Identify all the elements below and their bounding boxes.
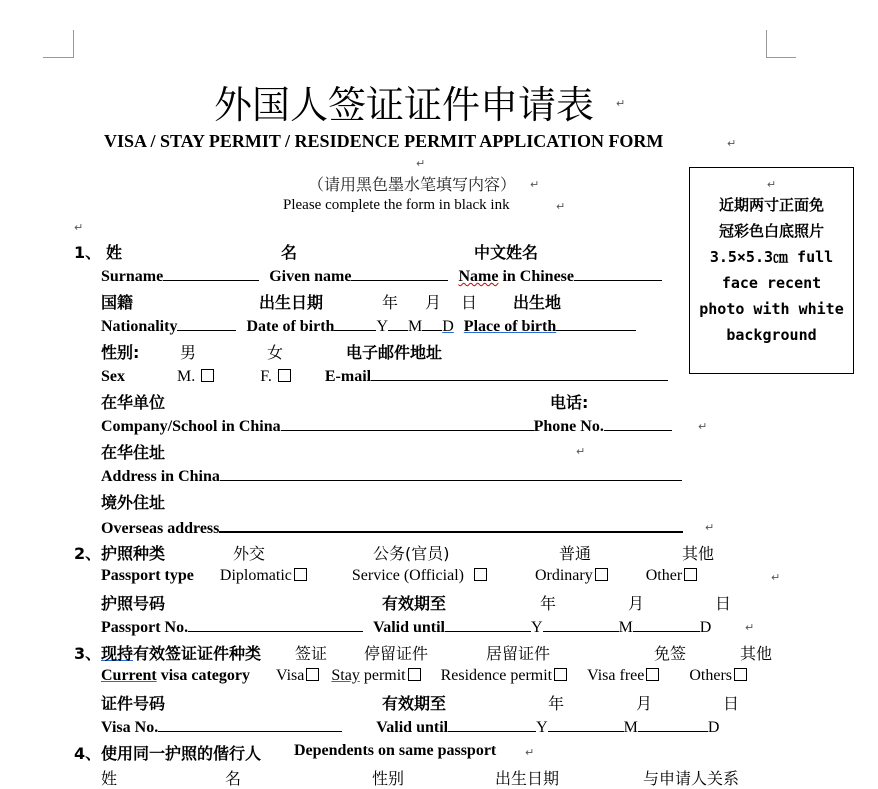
given-name-field[interactable]	[351, 266, 448, 281]
surname-label: Surname	[101, 268, 164, 285]
name-word: Name	[458, 268, 499, 285]
female-option: F.	[260, 368, 272, 385]
photo-requirement-line: background	[726, 326, 817, 344]
ordinary-label-cn: 普通	[559, 544, 592, 563]
paragraph-mark: ↵	[705, 521, 715, 534]
dob-year-field[interactable]	[334, 316, 376, 331]
residence-permit-checkbox[interactable]	[554, 668, 567, 681]
company-row	[101, 416, 672, 436]
paragraph-mark: ↵	[727, 137, 737, 150]
address-row	[101, 466, 682, 486]
sex-email-row	[101, 366, 668, 386]
photo-requirement-line: 3.5×5.3㎝ full	[709, 248, 834, 266]
day-label: D	[707, 719, 720, 736]
email-label: E-mail	[324, 368, 372, 385]
service-checkbox[interactable]	[474, 568, 487, 581]
ordinary-checkbox[interactable]	[595, 568, 608, 581]
paragraph-mark: ↵	[556, 200, 566, 213]
valid-until-label: Valid until	[373, 619, 445, 636]
valid-year-field[interactable]	[445, 617, 531, 632]
overseas-field[interactable]	[219, 517, 683, 533]
passport-type-label-cn: 护照种类	[101, 544, 166, 563]
given-name-label-cn: 名	[281, 243, 298, 262]
valid-day-field[interactable]	[638, 717, 708, 732]
visa-no-label-cn: 证件号码	[101, 694, 166, 713]
photo-requirement-line: 近期两寸正面免	[718, 196, 824, 214]
month-label: M	[408, 318, 423, 335]
passport-type-row	[101, 567, 697, 585]
section-number: 4、	[74, 744, 102, 763]
photo-requirement-line: photo with white	[699, 300, 844, 318]
month-label: M	[618, 619, 633, 636]
valid-month-field[interactable]	[548, 717, 624, 732]
paragraph-mark: ↵	[525, 746, 535, 759]
section-number: 3、	[74, 644, 102, 663]
visa-label-cn: 签证	[295, 644, 328, 663]
paragraph-mark: ↵	[745, 621, 755, 634]
visa-no-label: Visa No.	[101, 719, 159, 736]
female-label-cn: 女	[267, 343, 284, 362]
valid-until-label-cn: 有效期至	[382, 694, 447, 713]
photo-requirement-line: 冠彩色白底照片	[718, 222, 824, 240]
diplomatic-option: Diplomatic	[219, 567, 292, 584]
year-label-cn: 年	[548, 694, 565, 713]
passport-no-row	[101, 617, 711, 637]
visa-checkbox[interactable]	[306, 668, 319, 681]
dependent-relationship-header: 与申请人关系	[643, 769, 740, 788]
year-label: Y	[376, 318, 388, 335]
form-subtitle: VISA / STAY PERMIT / RESIDENCE PERMIT APPLICATION FORM	[104, 131, 664, 151]
month-label: M	[623, 719, 638, 736]
others-option: Others	[689, 667, 733, 684]
visa-free-option: Visa free	[587, 667, 645, 684]
visa-category-label: visa category	[156, 667, 251, 684]
instruction-chinese: （请用黑色墨水笔填写内容）	[308, 175, 517, 194]
paragraph-mark: ↵	[616, 97, 626, 110]
address-label: Address in China	[101, 468, 220, 485]
page-corner-mark-top-right	[766, 57, 796, 58]
current-word-cn: 现持	[101, 644, 134, 663]
dependents-label-cn: 使用同一护照的偕行人	[101, 744, 262, 763]
month-label-cn: 月	[628, 594, 645, 613]
year-label: Y	[531, 619, 543, 636]
dependent-dob-header: 出生日期	[495, 769, 560, 788]
given-name-label: Given name	[269, 268, 352, 285]
section-number: 1、	[74, 243, 102, 262]
paragraph-mark: ↵	[530, 178, 540, 191]
current-word: Current	[101, 667, 157, 684]
paragraph-mark: ↵	[576, 445, 586, 458]
stay-permit-option: permit	[359, 667, 406, 684]
others-checkbox[interactable]	[734, 668, 747, 681]
female-checkbox[interactable]	[278, 369, 291, 382]
visa-category-label-cn	[101, 641, 261, 664]
dob-label: Date of birth	[246, 318, 335, 335]
dependent-sex-header: 性别	[372, 769, 405, 788]
ordinary-option: Ordinary	[534, 567, 593, 584]
others-label-cn: 其他	[740, 644, 773, 663]
passport-type-label: Passport type	[101, 567, 194, 584]
company-field[interactable]	[281, 416, 534, 431]
valid-month-field[interactable]	[543, 617, 619, 632]
overseas-label-cn: 境外住址	[101, 493, 166, 512]
phone-field[interactable]	[604, 416, 672, 431]
month-label-cn: 月	[425, 293, 442, 312]
address-label-cn: 在华住址	[101, 443, 166, 462]
email-field[interactable]	[371, 366, 668, 381]
visa-option: Visa	[276, 667, 305, 684]
visa-no-row	[101, 717, 719, 737]
paragraph-mark: ↵	[416, 157, 426, 170]
dob-day-field[interactable]	[422, 316, 442, 331]
stay-permit-label-cn: 停留证件	[364, 644, 429, 663]
paragraph-mark: ↵	[74, 221, 84, 234]
year-label: Y	[536, 719, 548, 736]
year-label-cn: 年	[540, 594, 557, 613]
name-row	[101, 266, 662, 286]
photo-requirement-line: face recent	[721, 274, 822, 292]
valid-until-label: Valid until	[376, 719, 449, 736]
pob-label-cn: 出生地	[513, 293, 562, 312]
male-option: M.	[177, 368, 196, 385]
other-option: Other	[645, 567, 683, 584]
photo-box[interactable]	[689, 167, 854, 374]
sex-label: Sex	[101, 368, 125, 385]
nationality-label: Nationality	[101, 318, 178, 335]
visa-no-field[interactable]	[158, 717, 342, 732]
company-label-cn: 在华单位	[101, 393, 166, 412]
overseas-row	[101, 517, 683, 538]
page-corner-mark-top-right	[766, 30, 767, 58]
nationality-label-cn: 国籍	[101, 293, 134, 312]
day-label-cn: 日	[723, 694, 740, 713]
day-label: D	[442, 318, 454, 335]
surname-label-cn: 姓	[106, 243, 123, 262]
dob-label-cn: 出生日期	[259, 293, 324, 312]
service-label-cn: 公务(官员)	[373, 544, 450, 563]
passport-no-label: Passport No.	[101, 619, 189, 636]
service-option: Service (Official)	[351, 567, 464, 584]
chinese-name-field[interactable]	[574, 266, 662, 281]
email-label-cn: 电子邮件地址	[346, 343, 443, 362]
page-corner-mark-top-left	[43, 57, 73, 58]
paragraph-mark: ↵	[698, 420, 708, 433]
paragraph-mark: ↵	[771, 571, 781, 584]
diplomatic-checkbox[interactable]	[294, 568, 307, 581]
male-checkbox[interactable]	[201, 369, 214, 382]
instruction-english: Please complete the form in black ink	[283, 197, 510, 213]
address-field[interactable]	[220, 466, 682, 481]
page-corner-mark-top-left	[73, 30, 74, 58]
dependents-label: Dependents on same passport	[294, 742, 497, 759]
dob-month-field[interactable]	[388, 316, 408, 331]
year-label-cn: 年	[382, 293, 399, 312]
form-title: 外国人签证证件申请表	[214, 83, 595, 127]
surname-field[interactable]	[163, 266, 259, 281]
pob-label: Place of birth	[463, 318, 557, 335]
valid-until-label-cn: 有效期至	[382, 594, 447, 613]
nationality-field[interactable]	[177, 316, 236, 331]
visa-free-checkbox[interactable]	[646, 668, 659, 681]
day-label: D	[699, 619, 712, 636]
day-label-cn: 日	[461, 293, 478, 312]
valid-day-field[interactable]	[633, 617, 700, 632]
visa-free-label-cn: 免签	[654, 644, 687, 663]
chinese-name-label-cn: 中文姓名	[474, 243, 539, 262]
chinese-name-label: in Chinese	[498, 268, 575, 285]
month-label-cn: 月	[636, 694, 653, 713]
dependent-given-name-header: 名	[225, 769, 242, 788]
stay-word: Stay	[331, 667, 360, 684]
section-number: 2、	[74, 544, 102, 563]
pob-field[interactable]	[556, 316, 636, 331]
dependent-surname-header: 姓	[101, 769, 118, 788]
phone-label-cn: 电话:	[550, 393, 589, 412]
visa-category-row	[101, 667, 747, 685]
overseas-label: Overseas address	[101, 520, 220, 537]
paragraph-mark: ↵	[766, 178, 777, 191]
other-checkbox[interactable]	[684, 568, 697, 581]
stay-permit-checkbox[interactable]	[408, 668, 421, 681]
male-label-cn: 男	[180, 343, 197, 362]
passport-no-label-cn: 护照号码	[101, 594, 166, 613]
phone-label: Phone No.	[533, 418, 604, 435]
company-label: Company/School in China	[101, 418, 281, 435]
diplomatic-label-cn: 外交	[233, 544, 266, 563]
other-label-cn: 其他	[682, 544, 715, 563]
residence-permit-option: Residence permit	[440, 667, 553, 684]
sex-label-cn: 性别:	[101, 343, 140, 362]
residence-permit-label-cn: 居留证件	[486, 644, 551, 663]
nationality-row	[101, 316, 636, 336]
visa-category-rest-cn: 有效签证证件种类	[133, 644, 262, 663]
valid-year-field[interactable]	[448, 717, 536, 732]
passport-no-field[interactable]	[188, 617, 363, 632]
day-label-cn: 日	[715, 594, 732, 613]
